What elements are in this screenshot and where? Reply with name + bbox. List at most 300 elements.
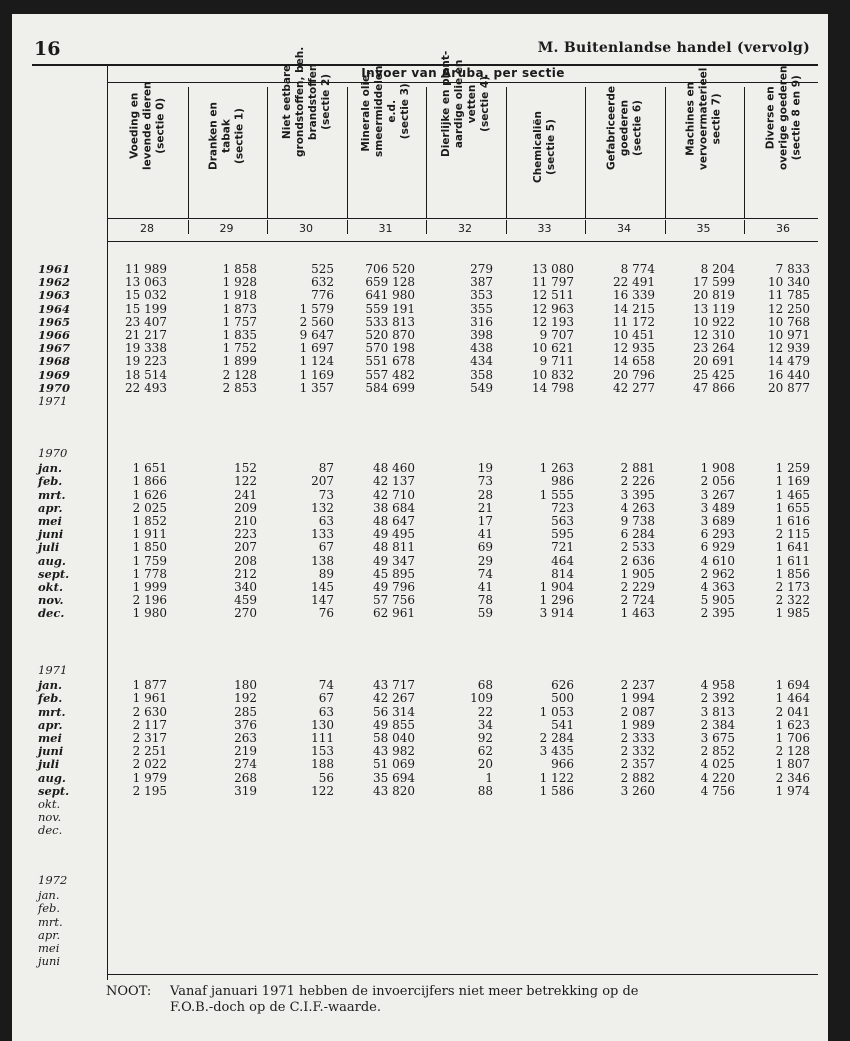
table-cell: 3 260 <box>620 783 655 798</box>
column-header-34 <box>585 87 665 219</box>
row-label: 1961 <box>38 262 71 276</box>
table-cell: 152 <box>234 461 257 476</box>
column-header-35 <box>665 67 745 219</box>
table-cell: 56 <box>318 770 334 785</box>
column-title-line: Machines en <box>684 81 697 156</box>
table-cell: 9 711 <box>539 354 574 369</box>
table-cell: 340 <box>234 580 257 594</box>
table-cell: 41 <box>477 580 493 594</box>
column-header-28 <box>108 81 188 219</box>
table-cell: 1 752 <box>222 341 257 356</box>
column-title-line: (sectie 8 en 9) <box>790 75 803 161</box>
column-title-line: vervoermaterieel <box>697 67 710 170</box>
table-cell: 1 905 <box>620 566 655 581</box>
table-cell: 1 877 <box>132 678 167 693</box>
table-cell: 1 918 <box>222 288 257 303</box>
row-label: juni <box>38 954 61 969</box>
table-cell: 12 310 <box>693 328 735 342</box>
table-cell: 1 994 <box>620 691 655 706</box>
column-title-line: (sectie 2) <box>319 73 332 130</box>
row-label: aug. <box>38 770 66 785</box>
table-cell: 67 <box>318 540 334 555</box>
column-title-line: (sectie 6) <box>631 100 644 156</box>
group-year-label: 1970 <box>38 446 68 460</box>
table-cell: 2 284 <box>539 731 574 745</box>
table-cell: 63 <box>318 704 334 719</box>
row-label: juli <box>38 540 60 555</box>
table-cell: 2 317 <box>132 731 167 745</box>
column-header-32 <box>426 50 506 219</box>
row-label: 1971 <box>38 394 68 408</box>
column-number: 28 <box>140 222 154 235</box>
table-cell: 207 <box>234 540 257 555</box>
table-cell: 1 866 <box>132 474 167 489</box>
table-cell: 2 853 <box>222 380 257 395</box>
table-cell: 210 <box>234 514 257 528</box>
table-cell: 2 560 <box>299 314 334 329</box>
table-cell: 12 963 <box>532 301 574 316</box>
table-cell: 88 <box>477 783 493 798</box>
row-label: aug. <box>38 553 66 568</box>
table-cell: 207 <box>311 474 334 489</box>
column-number: 32 <box>458 222 472 235</box>
table-cell: 2 173 <box>775 580 810 594</box>
colnum-tick <box>426 220 427 234</box>
colnum-rule <box>108 241 818 242</box>
column-divider <box>188 87 189 218</box>
column-title <box>764 65 803 170</box>
table-cell: 212 <box>234 566 257 581</box>
table-cell: 12 511 <box>532 288 574 303</box>
table-cell: 2 022 <box>132 757 167 772</box>
table-cell: 387 <box>470 275 493 290</box>
table-cell: 2 115 <box>775 527 810 542</box>
table-cell: 1 555 <box>539 487 574 502</box>
table-cell: 1 586 <box>539 783 574 798</box>
table-cell: 1 651 <box>132 461 167 476</box>
row-label: dec. <box>38 823 63 838</box>
table-cell: 21 <box>477 500 493 515</box>
column-number: 29 <box>219 222 234 235</box>
table-cell: 4 363 <box>700 580 735 594</box>
table-cell: 3 395 <box>620 487 655 502</box>
row-label: mei <box>38 941 60 955</box>
table-cell: 438 <box>470 341 493 356</box>
column-title-line: (sectie 5) <box>545 119 558 175</box>
table-cell: 632 <box>311 275 334 290</box>
table-cell: 2 533 <box>620 540 655 555</box>
column-divider <box>347 87 348 218</box>
table-cell: 1 124 <box>299 354 334 369</box>
table-cell: 1 357 <box>299 380 334 395</box>
table-cell: 74 <box>477 566 493 581</box>
table-cell: 1 852 <box>132 514 167 528</box>
table-cell: 16 440 <box>768 367 810 382</box>
table-cell: 1 850 <box>132 540 167 555</box>
table-cell: 49 796 <box>373 580 415 594</box>
table-cell: 2 384 <box>700 717 735 732</box>
table-cell: 49 495 <box>373 527 415 542</box>
colnum-tick <box>506 220 507 234</box>
table-cell: 3 675 <box>700 731 735 745</box>
table-cell: 241 <box>234 487 257 502</box>
column-title-line: Gefabriceerde <box>605 86 618 170</box>
table-cell: 38 684 <box>373 500 415 515</box>
row-label: jan. <box>38 888 60 903</box>
table-cell: 51 069 <box>373 757 415 772</box>
column-number: 36 <box>776 222 790 235</box>
table-cell: 3 435 <box>539 744 574 759</box>
page-number: 16 <box>34 38 61 60</box>
table-cell: 1 999 <box>132 580 167 594</box>
table-cell: 434 <box>470 354 493 369</box>
column-divider <box>665 87 666 218</box>
table-cell: 2 630 <box>132 704 167 719</box>
table-cell: 570 198 <box>365 341 415 356</box>
table-cell: 2 322 <box>775 593 810 608</box>
table-cell: 12 193 <box>532 314 574 329</box>
table-cell: 541 <box>551 717 574 732</box>
row-label: nov. <box>38 810 62 825</box>
column-number: 31 <box>378 222 393 235</box>
row-label: 1965 <box>38 314 71 329</box>
table-cell: 1 579 <box>299 301 334 316</box>
table-cell: 19 <box>477 461 493 476</box>
table-cell: 9 647 <box>299 328 334 342</box>
table-cell: 147 <box>311 593 334 608</box>
table-cell: 87 <box>318 461 334 476</box>
table-cell: 4 025 <box>700 757 735 772</box>
table-cell: 2 226 <box>620 474 655 489</box>
table-cell: 17 <box>477 514 493 528</box>
column-header-30 <box>267 46 347 219</box>
table-cell: 2 882 <box>620 770 655 785</box>
table-cell: 1 980 <box>132 606 167 621</box>
column-divider <box>267 87 268 218</box>
table-cell: 398 <box>470 328 493 342</box>
row-label: sept. <box>38 783 70 798</box>
column-header-29 <box>188 87 268 219</box>
table-cell: 1 <box>485 770 493 785</box>
table-cell: 1 989 <box>620 717 655 732</box>
row-label: 1963 <box>38 288 71 303</box>
table-cell: 3 813 <box>700 704 735 719</box>
table-cell: 11 989 <box>125 262 167 276</box>
table-cell: 641 980 <box>365 288 415 303</box>
table-cell: 25 425 <box>693 367 735 382</box>
table-cell: 153 <box>311 744 334 759</box>
table-cell: 2 881 <box>620 461 655 476</box>
table-cell: 58 040 <box>373 731 415 745</box>
table-cell: 268 <box>234 770 257 785</box>
table-cell: 22 491 <box>613 275 655 290</box>
column-title-line: Dierlijke en plant- <box>439 50 452 157</box>
column-title <box>440 51 492 157</box>
table-cell: 49 347 <box>373 553 415 568</box>
table-cell: 1 169 <box>299 367 334 382</box>
table-cell: 11 172 <box>613 314 655 329</box>
row-label: dec. <box>38 606 65 621</box>
table-cell: 1 759 <box>132 553 167 568</box>
table-cell: 376 <box>234 717 257 732</box>
table-cell: 2 852 <box>700 744 735 759</box>
table-cell: 20 <box>477 757 493 772</box>
table-cell: 2 636 <box>620 553 655 568</box>
table-cell: 15 199 <box>125 301 167 316</box>
table-cell: 2 333 <box>620 731 655 745</box>
table-cell: 19 338 <box>125 341 167 356</box>
table-cell: 42 277 <box>613 380 655 395</box>
table-cell: 1 858 <box>222 262 257 276</box>
table-cell: 3 489 <box>700 500 735 515</box>
bottom-rule <box>107 974 818 975</box>
table-cell: 559 191 <box>365 301 415 316</box>
table-cell: 2 357 <box>620 757 655 772</box>
table-cell: 223 <box>234 527 257 542</box>
row-label: feb. <box>38 901 61 916</box>
row-label: 1967 <box>38 341 71 356</box>
column-title-line: tabak <box>220 119 233 153</box>
row-label: okt. <box>38 797 61 811</box>
table-cell: 1 465 <box>775 487 810 502</box>
table-cell: 10 922 <box>693 314 735 329</box>
column-title <box>128 82 167 170</box>
table-cell: 48 647 <box>373 514 415 528</box>
table-cell: 1 694 <box>775 678 810 693</box>
colnum-tick <box>744 220 745 234</box>
row-label: juni <box>38 527 64 542</box>
table-cell: 10 971 <box>768 328 810 342</box>
table-cell: 8 204 <box>700 262 735 276</box>
row-label: jan. <box>38 461 62 476</box>
column-title <box>532 111 558 183</box>
row-label: 1966 <box>38 328 71 342</box>
table-cell: 2 251 <box>132 744 167 759</box>
table-cell: 3 267 <box>700 487 735 502</box>
row-label: sept. <box>38 566 70 581</box>
table-cell: 1 697 <box>299 341 334 356</box>
table-cell: 263 <box>234 731 257 745</box>
table-cell: 12 250 <box>768 301 810 316</box>
table-cell: 138 <box>311 553 334 568</box>
table-cell: 130 <box>311 717 334 732</box>
table-cell: 533 813 <box>365 314 415 329</box>
table-cell: 23 407 <box>125 314 167 329</box>
table-cell: 48 811 <box>373 540 415 555</box>
column-title <box>360 65 412 157</box>
column-number: 35 <box>696 222 711 235</box>
table-cell: 10 340 <box>768 275 810 290</box>
row-label: mrt. <box>38 487 66 502</box>
table-cell: 10 621 <box>532 341 574 356</box>
table-cell: 2 128 <box>222 367 257 382</box>
table-cell: 68 <box>477 678 493 693</box>
table-cell: 776 <box>311 288 334 303</box>
table-cell: 721 <box>551 540 574 555</box>
table-cell: 47 866 <box>693 380 735 395</box>
column-title-line: (sectie 3) <box>399 83 412 140</box>
colnum-tick <box>585 220 586 234</box>
table-cell: 132 <box>311 500 334 515</box>
table-cell: 20 691 <box>693 354 735 369</box>
table-cell: 28 <box>477 487 493 502</box>
table-cell: 2 962 <box>700 566 735 581</box>
row-label: nov. <box>38 593 64 608</box>
table-cell: 29 <box>477 553 493 568</box>
table-cell: 59 <box>477 606 493 621</box>
table-cell: 355 <box>470 301 493 316</box>
table-cell: 2 128 <box>775 744 810 759</box>
column-title-line: brandstoffen <box>306 63 319 141</box>
table-cell: 4 958 <box>700 678 735 693</box>
table-cell: 209 <box>234 500 257 515</box>
column-divider <box>744 87 745 218</box>
table-cell: 1 296 <box>539 593 574 608</box>
table-cell: 1 169 <box>775 474 810 489</box>
column-number: 30 <box>299 222 313 235</box>
column-title-line: levende dieren <box>141 81 154 170</box>
group-year-label: 1972 <box>38 873 68 887</box>
table-cell: 1 626 <box>132 487 167 502</box>
table-cell: 2 041 <box>775 704 810 719</box>
footnote <box>106 984 639 1016</box>
row-label: okt. <box>38 580 63 594</box>
table-cell: 21 217 <box>125 328 167 342</box>
table-cell: 8 774 <box>620 262 655 276</box>
table-cell: 4 220 <box>700 770 735 785</box>
table-cell: 316 <box>470 314 493 329</box>
column-title-line: Niet eetbare <box>280 64 293 140</box>
table-cell: 35 694 <box>373 770 415 785</box>
table-cell: 109 <box>470 691 493 706</box>
table-cell: 3 914 <box>539 606 574 621</box>
table-cell: 12 939 <box>768 341 810 356</box>
table-cell: 23 264 <box>693 341 735 356</box>
table-cell: 20 796 <box>613 367 655 382</box>
table-cell: 270 <box>234 606 257 621</box>
row-label: juli <box>38 757 60 772</box>
table-cell: 76 <box>318 606 334 621</box>
table-cell: 274 <box>234 757 257 772</box>
section-title: Invoer van Aruba, per sectie <box>361 66 565 80</box>
column-title-line: aardige olie en <box>452 59 465 149</box>
column-title-line: Dranken en <box>207 101 220 170</box>
table-cell: 4 610 <box>700 553 735 568</box>
table-cell: 563 <box>551 514 574 528</box>
row-label: feb. <box>38 474 63 489</box>
table-cell: 20 877 <box>768 380 810 395</box>
column-title-line: e.d. <box>386 99 399 123</box>
column-divider <box>426 87 427 218</box>
table-cell: 18 514 <box>125 367 167 382</box>
column-title-line: grondstoffen, beh. <box>293 46 306 157</box>
table-cell: 459 <box>234 593 257 608</box>
table-cell: 551 678 <box>365 354 415 369</box>
column-title-line: (sectie 0) <box>154 97 167 154</box>
table-cell: 122 <box>311 783 334 798</box>
table-cell: 525 <box>311 262 334 276</box>
table-cell: 5 905 <box>700 593 735 608</box>
column-number: 33 <box>537 222 552 235</box>
table-cell: 2 087 <box>620 704 655 719</box>
row-label: 1970 <box>38 380 71 395</box>
table-cell: 111 <box>311 731 334 745</box>
table-cell: 43 982 <box>373 744 415 759</box>
table-cell: 14 479 <box>768 354 810 369</box>
table-cell: 1 706 <box>775 731 810 745</box>
table-cell: 13 063 <box>125 275 167 290</box>
table-cell: 41 <box>477 527 493 542</box>
table-cell: 584 699 <box>365 380 415 395</box>
group-year-label: 1971 <box>38 663 68 677</box>
table-cell: 133 <box>311 527 334 542</box>
table-cell: 43 717 <box>373 678 415 693</box>
row-label: mei <box>38 731 62 745</box>
column-title-line: overige goederen <box>777 65 790 170</box>
row-label: apr. <box>38 500 63 515</box>
table-cell: 2 229 <box>620 580 655 594</box>
table-cell: 20 819 <box>693 288 735 303</box>
table-cell: 12 935 <box>613 341 655 356</box>
table-cell: 1 904 <box>539 580 574 594</box>
table-cell: 706 520 <box>365 262 415 276</box>
table-cell: 145 <box>311 580 334 594</box>
table-cell: 16 339 <box>613 288 655 303</box>
table-cell: 56 314 <box>373 704 415 719</box>
column-title-line: (sectie 4) <box>478 75 491 132</box>
table-cell: 1 961 <box>132 691 167 706</box>
table-cell: 2 392 <box>700 691 735 706</box>
table-cell: 14 798 <box>532 380 574 395</box>
table-cell: 73 <box>318 487 334 502</box>
table-cell: 2 117 <box>132 717 167 732</box>
table-cell: 358 <box>470 367 493 382</box>
column-title-line: Diverse en <box>764 86 777 150</box>
table-cell: 1 611 <box>775 553 810 568</box>
table-cell: 1 899 <box>222 354 257 369</box>
table-cell: 279 <box>470 262 493 276</box>
table-cell: 89 <box>318 566 334 581</box>
row-label: apr. <box>38 927 61 942</box>
row-label: apr. <box>38 717 63 732</box>
table-cell: 1 979 <box>132 770 167 785</box>
table-cell: 4 263 <box>620 500 655 515</box>
table-cell: 92 <box>477 731 493 745</box>
column-title-line: vetten <box>465 84 478 124</box>
table-cell: 15 032 <box>125 288 167 303</box>
table-cell: 10 832 <box>532 367 574 382</box>
column-title-line: Chemicaliën <box>532 111 545 183</box>
table-cell: 43 820 <box>373 783 415 798</box>
table-cell: 1 623 <box>775 717 810 732</box>
table-cell: 464 <box>551 553 574 568</box>
table-cell: 11 797 <box>532 275 574 290</box>
table-cell: 2 332 <box>620 744 655 759</box>
column-title <box>208 102 247 170</box>
row-label: mrt. <box>38 704 66 719</box>
table-cell: 67 <box>318 691 334 706</box>
note-line-2: F.O.B.-doch op de C.I.F.-waarde. <box>170 1000 381 1015</box>
column-title <box>281 47 333 157</box>
table-cell: 285 <box>234 704 257 719</box>
column-title-line: Minerale olie, <box>360 70 373 152</box>
table-cell: 22 493 <box>125 380 167 395</box>
table-cell: 1 835 <box>222 328 257 342</box>
table-cell: 22 <box>477 704 493 719</box>
table-cell: 10 768 <box>768 314 810 329</box>
table-cell: 659 128 <box>365 275 415 290</box>
running-title: M. Buitenlandse handel (vervolg) <box>537 40 810 56</box>
